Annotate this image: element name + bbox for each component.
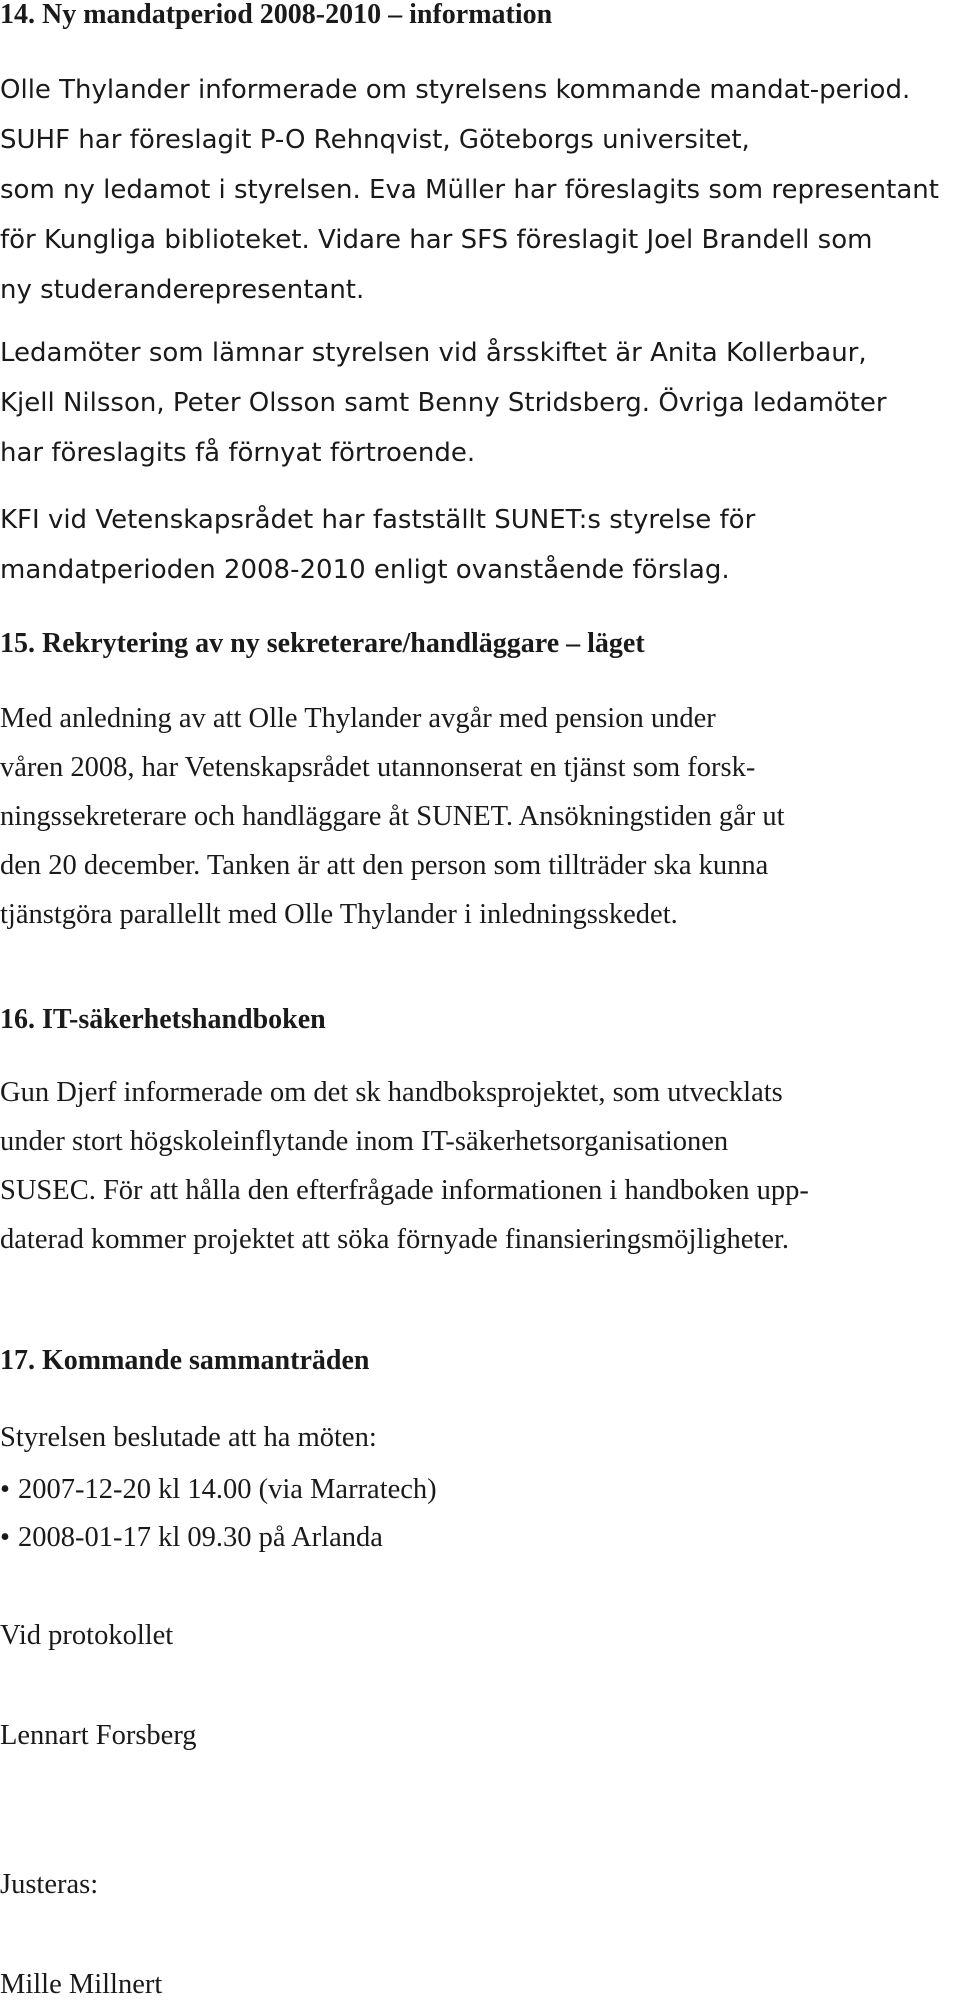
section-14-heading: 14. Ny mandatperiod 2008-2010 – information: [0, 0, 553, 30]
meeting-list-item: [0, 1514, 960, 1562]
text-line: mandatperioden 2008-2010 enligt ovanstående förslag.: [0, 555, 730, 585]
text-line: Ledamöter som lämnar styrelsen vid årsskiftet är Anita Kollerbaur,: [0, 338, 867, 368]
verified-label: Justeras:: [0, 1869, 99, 1900]
section-17-intro: Styrelsen beslutade att ha möten:: [0, 1422, 377, 1453]
text-line: för Kungliga biblioteket. Vidare har SFS föreslagit Joel Brandell som: [0, 225, 873, 255]
bullet-icon: •: [0, 1474, 10, 1505]
text-line: tjänstgöra parallellt med Olle Thylander i inledningsskedet.: [0, 899, 678, 930]
text-line: Kjell Nilsson, Peter Olsson samt Benny Stridsberg. Övriga ledamöter: [0, 388, 887, 418]
text-line: under stort högskoleinflytande inom IT-säkerhetsorganisationen: [0, 1126, 729, 1157]
meeting-list: [0, 1466, 960, 1562]
meeting-list-item: [0, 1466, 960, 1514]
section-15-paragraph: [0, 694, 960, 939]
protocol-label: Vid protokollet: [0, 1620, 174, 1651]
text-line: som ny ledamot i styrelsen. Eva Müller har föreslagits som representant: [0, 175, 939, 205]
bullet-icon: •: [0, 1522, 10, 1553]
meeting-date-2: 2008-01-17 kl 09.30 på Arlanda: [18, 1522, 383, 1553]
meeting-date-1: 2007-12-20 kl 14.00 (via Marratech): [18, 1474, 437, 1505]
text-line: den 20 december. Tanken är att den person som tillträder ska kunna: [0, 850, 769, 881]
text-line: daterad kommer projektet att söka förnyade finansieringsmöjligheter.: [0, 1224, 790, 1255]
text-line: ningssekreterare och handläggare åt SUNET. Ansökningstiden går ut: [0, 801, 785, 832]
secretary-name: Lennart Forsberg: [0, 1720, 197, 1751]
section-15-heading: 15. Rekrytering av ny sekreterare/handläggare – läget: [0, 628, 645, 659]
text-line: SUHF har föreslagit P-O Rehnqvist, Göteborgs universitet,: [0, 125, 750, 155]
section-14-paragraph-1: [0, 65, 960, 315]
text-line: Olle Thylander informerade om styrelsens kommande mandat-period.: [0, 75, 911, 105]
section-14-paragraph-2: [0, 328, 960, 478]
section-16-paragraph: [0, 1068, 960, 1264]
section-16-heading: 16. IT-säkerhetshandboken: [0, 1004, 326, 1035]
text-line: KFI vid Vetenskapsrådet har fastställt SUNET:s styrelse för: [0, 505, 756, 535]
text-line: SUSEC. För att hålla den efterfrågade informationen i handboken upp-: [0, 1175, 809, 1206]
text-line: våren 2008, har Vetenskapsrådet utannonserat en tjänst som forsk-: [0, 752, 756, 783]
verifier-name: Mille Millnert: [0, 1969, 163, 2000]
text-line: Gun Djerf informerade om det sk handboksprojektet, som utvecklats: [0, 1077, 783, 1108]
text-line: har föreslagits få förnyat förtroende.: [0, 438, 476, 468]
section-14-paragraph-3: [0, 495, 960, 595]
section-17-heading: 17. Kommande sammanträden: [0, 1345, 370, 1376]
text-line: ny studeranderepresentant.: [0, 275, 365, 305]
text-line: Med anledning av att Olle Thylander avgår med pension under: [0, 703, 716, 734]
